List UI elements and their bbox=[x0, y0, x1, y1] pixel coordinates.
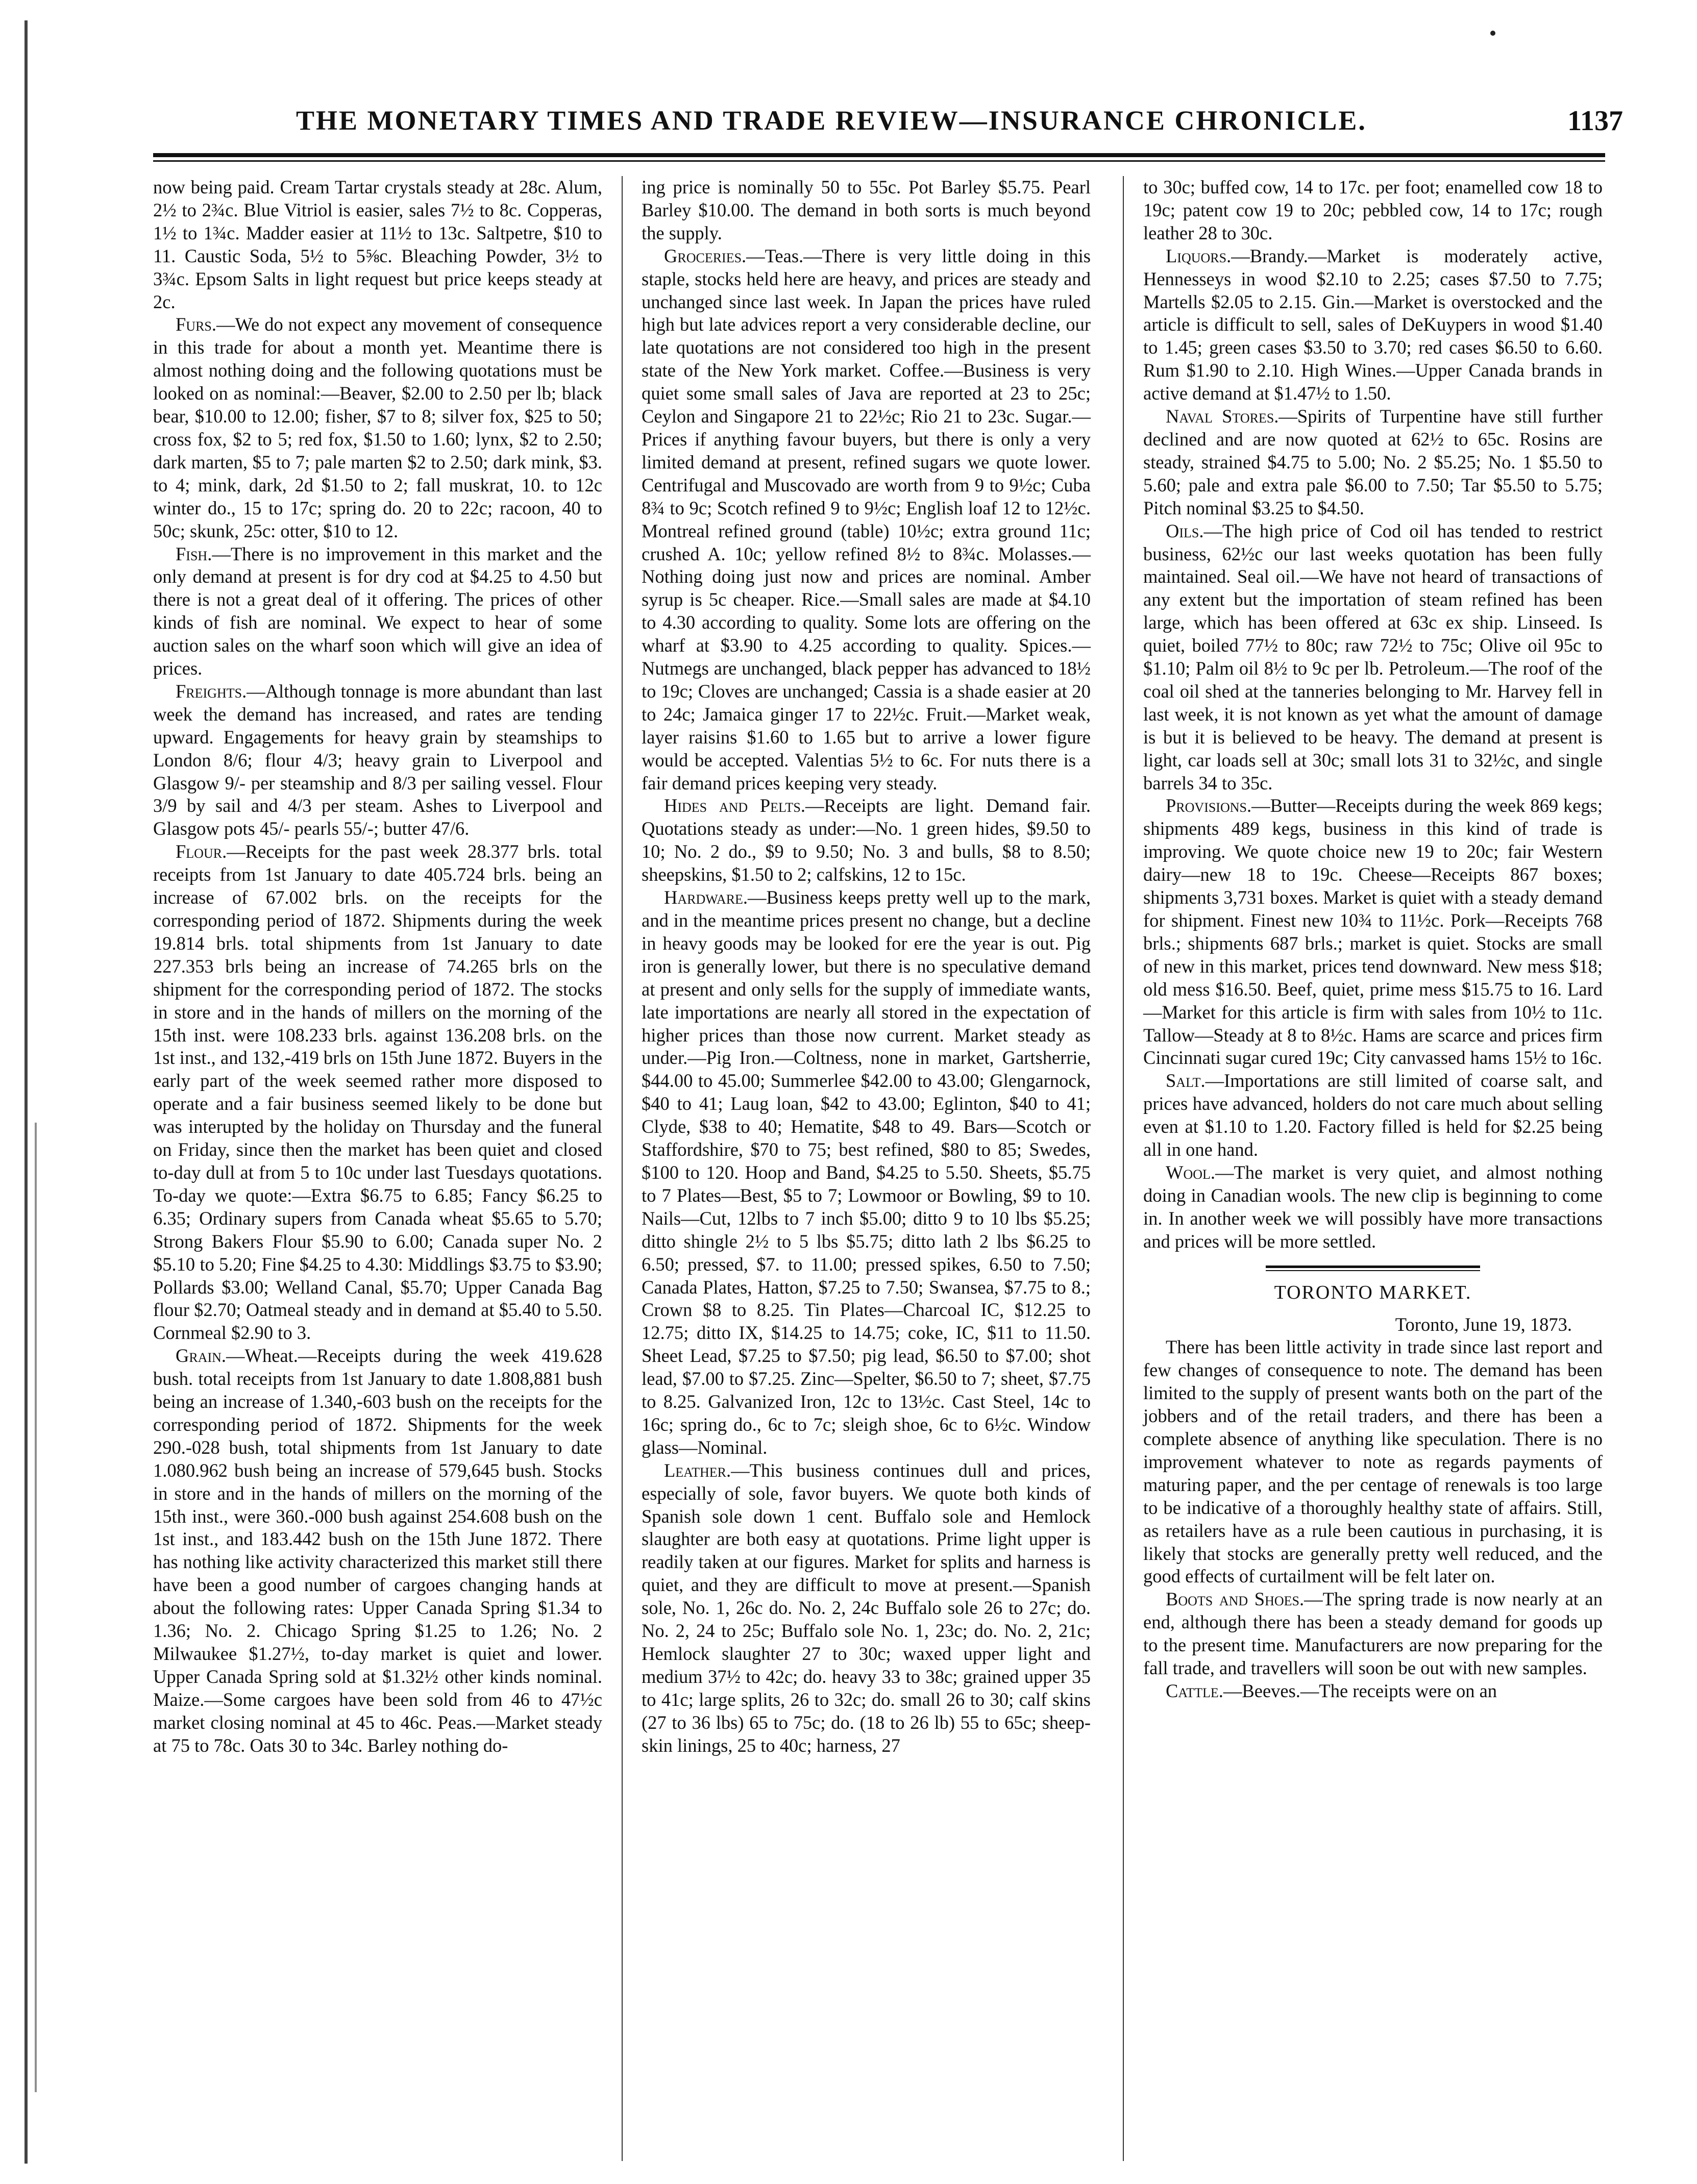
section-heading: Wool. bbox=[1166, 1161, 1216, 1183]
section-liquors bbox=[1143, 245, 1603, 405]
paragraph-continued: ing price is nominally 50 to 55c. Pot Barley $5.75. Pearl Barley $10.00. The demand in both sorts is much beyond the supply. bbox=[642, 177, 1091, 243]
page-title: THE MONETARY TIMES AND TRADE REVIEW—INSURANCE CHRONICLE. bbox=[296, 105, 1367, 136]
section-boots-shoes bbox=[1143, 1588, 1603, 1680]
section-body: —There is no improvement in this market and the only demand at present is for dry cod at $4.25 to 4.50 but there is not a great deal of it offering. The prices of other kinds of fish are nominal. We expect to hear of some auction sales on the wharf soon which will give an idea of prices. bbox=[153, 543, 602, 679]
section-oils bbox=[1143, 520, 1603, 795]
column-2 bbox=[642, 176, 1091, 1757]
section-body: —Importations are still limited of coarse salt, and prices have advanced, holders do not care much about selling even at $1.10 to 1.20. Factory filled is held for $2.25 being all in one hand. bbox=[1143, 1070, 1603, 1160]
section-heading: Furs. bbox=[176, 314, 217, 335]
section-body: —Although tonnage is more abundant than last week the demand has increased, and rates are tending upward. Engagements for heavy grain by steamships to London 8/6; flour 4/3; heavy grain to Liverpool and Glasgow 9/- per steamship and 8/3 per sailing vessel. Flour 3/9 by sail and 4/3 per steam. Ashes to Liverpool and Glasgow pots 45/- pearls 55/-; butter 47/6. bbox=[153, 680, 602, 839]
section-heading: Boots and Shoes. bbox=[1166, 1589, 1305, 1610]
section-groceries bbox=[642, 245, 1091, 795]
section-naval-stores bbox=[1143, 405, 1603, 520]
section-body: —The market is very quiet, and almost nothing doing in Canadian wools. The new clip is beginning to come in. In another week we will possibly have more transactions and prices will be more settled. bbox=[1143, 1161, 1603, 1252]
section-body: —Butter—Receipts during the week 869 kegs; shipments 489 kegs, business in this kind of trade is improving. We quote choice new 19 to 20c; fair Western dairy—new 18 to 19c. Cheese—Receipts 867 boxes; shipments 3,731 boxes. Market is quiet with a steady demand for shipment. Finest new 10¾ to 11½c. Pork—Receipts 768 brls.; shipments 687 brls.; market is quiet. Stocks are small of new in this market, prices tend downward. New mess $18; old mess $16.50. Beef, quiet, prime mess $15.75 to 16. Lard—Market for this article is firm with sales from 10½ to 11c. Tallow—Steady at 8 to 8½c. Hams are scarce and prices firm Cincinnati sugar cured 19c; City canvassed hams 15½ to 16c. bbox=[1143, 795, 1603, 1069]
section-body: —We do not expect any movement of consequence in this trade for about a month yet. Meantime there is almost nothing doing and the following quotations must be looked on as nominal:—Beaver, $2.00 to 2.50 per lb; black bear, $10.00 to 12.00; fisher, $7 to 8; silver fox, $25 to 50; cross fox, $2 to 5; red fox, $1.50 to 1.60; lynx, $2 to 2.50; dark marten, $5 to 7; pale marten $2 to 2.50; dark mink, $3. to 4; mink, dark, 2d $1.50 to 2; fall muskrat, 10. to 12c winter do., 15 to 17c; spring do. 20 to 22c; racoon, 40 to 50c; skunk, 25c: otter, $10 to 12. bbox=[153, 314, 602, 541]
scan-edge bbox=[24, 20, 28, 2164]
section-rule bbox=[1266, 1265, 1480, 1268]
section-wool bbox=[1143, 1161, 1603, 1253]
section-heading: Provisions. bbox=[1166, 795, 1252, 816]
column-separator bbox=[622, 176, 623, 2161]
section-heading: Liquors. bbox=[1166, 245, 1232, 266]
section-body: —Receipts are light. Demand fair. Quotations steady as under:—No. 1 green hides, $9.50 to 10; No. 2 do., $9 to 9.50; No. 3 and bulls, $8 to 8.50; sheepskins, $1.50 to 2; calfskins, 12 to 15c. bbox=[642, 795, 1091, 885]
section-heading: Hides and Pelts. bbox=[664, 795, 806, 816]
column-3 bbox=[1143, 176, 1603, 1703]
section-body: —This business continues dull and prices, especially of sole, favor buyers. We quote both kinds of Spanish sole down 1 cent. Buffalo sole and Hemlock slaughter are both easy at quotations. Prime light upper is readily taken at our figures. Market for splits and harness is quiet, and they are difficult to move at present.—Spanish sole, No. 1, 26c do. No. 2, 24c Buffalo sole 26 to 27c; do. No. 2, 24 to 25c; Buffalo sole No. 1, 23c; do. No. 2, 21c; Hemlock slaughter 27 to 30c; waxed upper light and medium 37½ to 42c; do. heavy 33 to 38c; grained upper 35 to 41c; large splits, 26 to 32c; do. small 26 to 30; calf skins (27 to 36 lbs) 65 to 75c; do. (18 to 26 lb) 55 to 65c; sheep-skin linings, 25 to 40c; harness, 27 bbox=[642, 1459, 1091, 1756]
section-provisions bbox=[1143, 795, 1603, 1070]
toronto-intro: There has been little activity in trade since last report and few changes of consequence to note. The demand has been limited to the supply of present wants both on the part of the jobbers and of the retail traders, and there has been a complete absence of anything like speculation. There is no improvement whatever to note as regards payments of maturing paper, and the per centage of renewals is too large to be indicative of a thoroughly healthy state of affairs. Still, as retailers have as a rule been cautious in purchasing, it is likely that stocks are generally pretty well reduced, and the good effects of curtailment will be felt later on. bbox=[1143, 1336, 1603, 1587]
section-heading: Leather. bbox=[664, 1459, 731, 1481]
paragraph-continued: now being paid. Cream Tartar crystals steady at 28c. Alum, 2½ to 2¾c. Blue Vitriol is easier, sales 7½ to 8c. Copperas, 1½ to 1¾c. Madder easier at 11½ to 13c. Saltpetre, $10 to 11. Caustic Soda, 5½ to 5⅝c. Bleaching Powder, 3½ to 3¾c. Epsom Salts in light request but price keeps steady at 2c. bbox=[153, 177, 602, 312]
section-body: —Spirits of Turpentine have still further declined and are now quoted at 62½ to 65c. Rosins are steady, strained $4.75 to 5.00; No. 2 $5.25; No. 1 $5.50 to 5.60; pale and extra pale $6.00 to 7.50; Tar $5.50 to 5.75; Pitch nominal $3.25 to $4.50. bbox=[1143, 406, 1603, 518]
section-heading: Naval Stores. bbox=[1166, 406, 1279, 427]
section-freights bbox=[153, 680, 602, 840]
dateline: Toronto, June 19, 1873. bbox=[1395, 1313, 1572, 1335]
section-hardware bbox=[642, 886, 1091, 1459]
masthead bbox=[296, 105, 1623, 151]
section-hides bbox=[642, 795, 1091, 886]
section-heading: Oils. bbox=[1166, 520, 1204, 541]
section-heading: Freights. bbox=[176, 680, 247, 702]
section-body: —Business keeps pretty well up to the mark, and in the meantime prices present no change, but a decline in heavy goods may be looked for ere the year is out. Pig iron is generally lower, but there is no speculative demand at present and only sells for the supply of immediate wants, late importations are nearly all stored in the expectation of higher prices than those now current. Market steady as under.—Pig Iron.—Coltness, none in market, Gartsherrie, $44.00 to 45.00; Summerlee $42.00 to 43.00; Glengarnock, $40 to 41; Laug loan, $42 to 43.00; Eglinton, $40 to 41; Clyde, $38 to 40; Hematite, $48 to 49. Bars—Scotch or Staffordshire, $70 to 75; best refined, $80 to 85; Swedes, $100 to 120. Hoop and Band, $4.25 to 5.50. Sheets, $5.75 to 7 Plates—Best, $5 to 7; Lowmoor or Bowling, $9 to 10. Nails—Cut, 12lbs to 7 inch $5.00; ditto 9 to 10 lbs $5.25; ditto shingle 2½ to 5 lbs $5.75; ditto lath 2 lbs $6.25 to 6.50; pressed, $7. to 11.00; pressed spikes, 6.50 to 7.50; Canada Plates, Hatton, $7.25 to 7.50; Swansea, $7.75 to 8.; Crown $8 to 8.25. Tin Plates—Charcoal IC, $12.25 to 12.75; ditto IX, $14.25 to 14.75; coke, IC, $11 to 11.50. Sheet Lead, $7.25 to $7.50; pig lead, $6.50 to $7.00; shot lead, $7.00 to $7.25. Zinc—Spelter, $6.50 to 7; sheet, $7.75 to 8.25. Galvanized Iron, 12c to 13½c. Cast Steel, 14c to 16c; spring do., 6c to 7c; sleigh shoe, 6c to 6½c. Window glass—Nominal. bbox=[642, 887, 1091, 1458]
section-grain bbox=[153, 1345, 602, 1757]
section-furs bbox=[153, 313, 602, 542]
section-heading: Grain. bbox=[176, 1345, 227, 1367]
section-rule-thin bbox=[1266, 1270, 1480, 1271]
section-leather bbox=[642, 1459, 1091, 1757]
section-heading: Salt. bbox=[1166, 1070, 1206, 1091]
section-salt bbox=[1143, 1070, 1603, 1161]
ink-dot bbox=[1490, 31, 1495, 36]
section-body: —The spring trade is now nearly at an end, although there has been a steady demand for goods up to the present time. Manufacturers are now preparing for the fall trade, and travellers will soon be out with new samples. bbox=[1143, 1589, 1603, 1679]
toronto-market-heading: TORONTO MARKET. bbox=[1274, 1281, 1472, 1303]
header-rule-thin bbox=[153, 160, 1605, 162]
section-body: —Receipts for the past week 28.377 brls. total receipts from 1st January to date 405.724 brls. being an increase of 67.002 brls. on the receipts for the corresponding period of 1872. Shipments during the week 19.814 brls. total shipments from 1st January to date 227.353 brls being an increase of 74.265 brls on the shipment for the corresponding period of 1872. The stocks in store and in the hands of millers on the morning of the 15th inst. were 108.233 brls. against 136.208 brls. on the 1st inst., and 132,-419 brls on 15th June 1872. Buyers in the early part of the week seemed rather more disposed to operate and a fair business seemed likely to be done but was interupted by the holiday on Thursday and the funeral on Friday, since then the market has been quiet and closed to-day dull at from 5 to 10c under last Tuesdays quotations. To-day we quote:—Extra $6.75 to 6.85; Fancy $6.25 to 6.35; Ordinary supers from Canada wheat $5.65 to 5.70; Strong Bakers Flour $5.90 to 6.00; Canada super No. 2 $5.10 to 5.20; Fine $4.25 to 4.30: Middlings $3.75 to $3.90; Pollards $3.00; Welland Canal, $5.70; Upper Canada Bag flour $2.70; Oatmeal steady and in demand at $5.40 to 5.50. Cornmeal $2.90 to 3. bbox=[153, 841, 602, 1344]
section-body: —The high price of Cod oil has tended to restrict business, 62½c our last weeks quotation has been fully maintained. Seal oil.—We have not heard of transactions of any extent but the importation of steam refined has been large, which has been offered at 63c ex ship. Linseed. Is quiet, boiled 77½ to 80c; raw 72½ to 75c; Olive oil 95c to $1.10; Palm oil 8½ to 9c per lb. Petroleum.—The roof of the coal oil shed at the tanneries belonging to Mr. Harvey fell in last week, it is not known as yet what the amount of damage is but it is believed to be heavy. The demand at present is light, car loads sell at 30c; small lots 31 to 32½c, and single barrels 34 to 35c. bbox=[1143, 520, 1603, 793]
section-heading: Hardware. bbox=[664, 887, 748, 908]
section-body: —Brandy.—Market is moderately active, Hennesseys in wood $2.10 to 2.25; cases $7.50 to 7.75; Martells $2.05 to 2.15. Gin.—Market is overstocked and the article is difficult to sell, sales of DeKuypers in wood $1.40 to 1.45; green cases $3.50 to 3.70; red cases $6.50 to 6.60. Rum $1.90 to 2.10. High Wines.—Upper Canada brands in active demand at $1.47½ to 1.50. bbox=[1143, 245, 1603, 404]
column-1 bbox=[153, 176, 602, 1757]
section-fish bbox=[153, 543, 602, 680]
scan-edge-inner bbox=[35, 1123, 37, 2092]
column-separator bbox=[1123, 176, 1124, 2161]
section-flour bbox=[153, 840, 602, 1345]
section-cattle bbox=[1143, 1680, 1603, 1703]
section-heading: Groceries. bbox=[664, 245, 747, 266]
section-body: —Wheat.—Receipts during the week 419.628 bush. total receipts from 1st January to date 1.808,881 bush being an increase of 1.340,-603 bush on the receipts for the corresponding period of 1872. Shipments for the week 290.-028 bush, total shipments from 1st January to date 1.080.962 bush being an increase of 579,645 bush. Stocks in store and in the hands of millers on the morning of the 15th inst., were 360.-000 bush against 254.608 bush on the 1st inst., and 183.442 bush on the 15th June 1872. There has nothing like activity characterized this market still there have been a good number of cargoes changing hands at about the following rates: Upper Canada Spring $1.34 to 1.36; No. 2. Chicago Spring $1.25 to 1.26; No. 2 Milwaukee $1.27½, to-day market is quiet and lower. Upper Canada Spring sold at $1.32½ other kinds nominal. Maize.—Some cargoes have been sold from 46 to 47½c market closing nominal at 45 to 46c. Peas.—Market steady at 75 to 78c. Oats 30 to 34c. Barley nothing do- bbox=[153, 1345, 602, 1756]
section-body: —Beeves.—The receipts were on an bbox=[1223, 1680, 1497, 1701]
paragraph-continued: to 30c; buffed cow, 14 to 17c. per foot; enamelled cow 18 to 19c; patent cow 19 to 20c; pebbled cow, 14 to 17c; rough leather 28 to 30c. bbox=[1143, 177, 1603, 243]
header-rule bbox=[153, 153, 1605, 157]
section-heading: Cattle. bbox=[1166, 1680, 1223, 1701]
page-number: 1137 bbox=[1567, 105, 1623, 137]
section-heading: Fish. bbox=[176, 543, 212, 564]
section-heading: Flour. bbox=[176, 841, 227, 862]
section-body: —Teas.—There is very little doing in this staple, stocks held here are heavy, and prices are steady and unchanged since last week. In Japan the prices have ruled high but late advices report a very considerable decline, our late quotations are not considered too high in the present state of the New York market. Coffee.—Business is very quiet some small sales of Java are reported at 23 to 25c; Ceylon and Singapore 21 to 22½c; Rio 21 to 23c. Sugar.—Prices if anything favour buyers, but there is only a very limited demand at present, refined sugars we quote lower. Centrifugal and Muscovado are worth from 9 to 9½c; Cuba 8¾ to 9c; Scotch refined 9 to 9½c; English loaf 12 to 12½c. Montreal refined ground (table) 10½c; extra ground 11c; crushed A. 10c; yellow refined 8½ to 8¾c. Molasses.—Nothing doing just now and prices are nominal. Amber syrup is 5c cheaper. Rice.—Small sales are made at $4.10 to 4.30 according to quality. Some lots are offering on the wharf at $3.90 to 4.25 according to quality. Spices.—Nutmegs are unchanged, black pepper has advanced to 18½ to 19c; Cloves are unchanged; Cassia is a shade easier at 20 to 24c; Jamaica ginger 17 to 22½c. Fruit.—Market weak, layer raisins $1.60 to 1.65 but to arrive a lower figure would be accepted. Valentias 5½ to 6c. For nuts there is a fair demand prices keeping very steady. bbox=[642, 245, 1091, 793]
